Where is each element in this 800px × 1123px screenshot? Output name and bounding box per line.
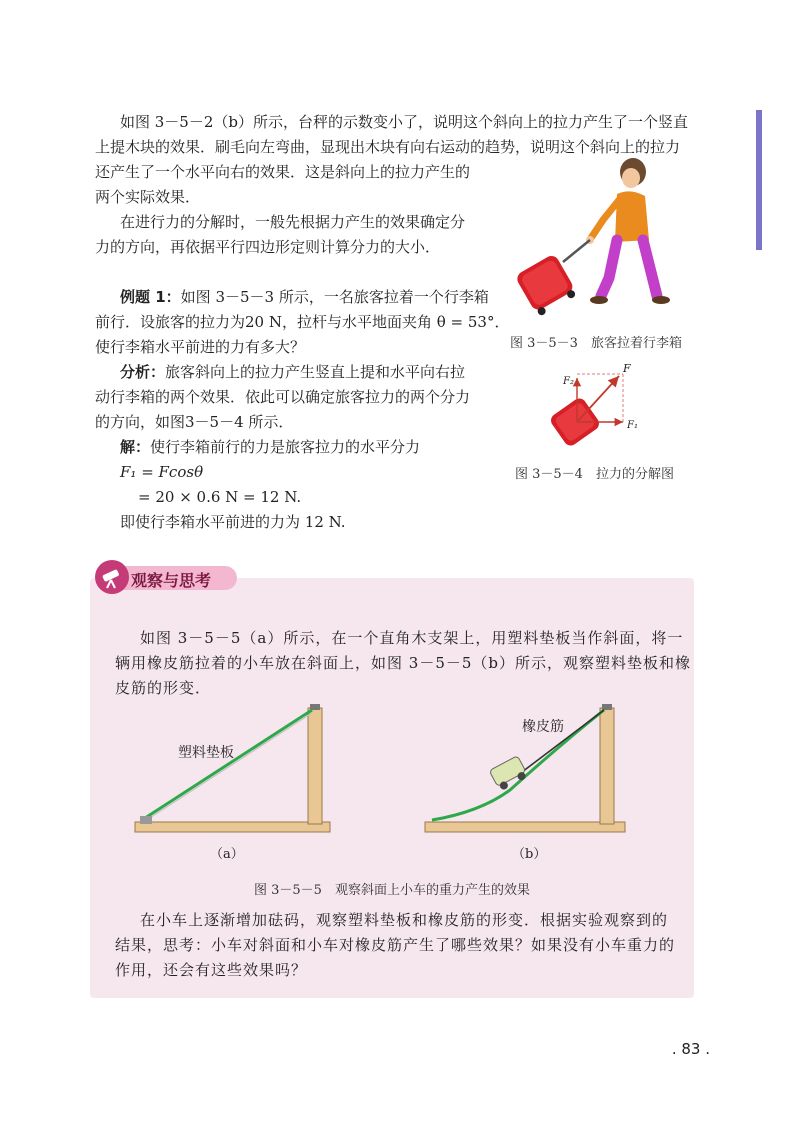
label-F1: F₁ bbox=[627, 420, 638, 431]
label-plastic-board: 塑料垫板 bbox=[178, 745, 234, 761]
traveler-face-icon bbox=[622, 168, 640, 188]
telescope-icon bbox=[95, 560, 129, 594]
traveler-leg-left bbox=[601, 240, 617, 296]
page-number: . 83 . bbox=[671, 1040, 710, 1058]
label-rubber-band: 橡皮筋 bbox=[522, 719, 564, 735]
chapter-side-text bbox=[748, 258, 760, 318]
analysis-text: 旅客斜向上的拉力产生竖直上提和水平向右拉 bbox=[165, 363, 466, 381]
fig-a-tag: （a） bbox=[210, 847, 244, 862]
fig355-caption: 图 3－5－5 观察斜面上小车的重力产生的效果 bbox=[254, 883, 530, 898]
chapter-side-tab bbox=[756, 110, 762, 250]
think-line2: 结果，思考：小车对斜面和小车对橡皮筋产生了哪些效果？如果没有小车重力的 bbox=[115, 936, 676, 954]
para2-line2: 力的方向，再依据平行四边形定则计算分力的大小． bbox=[95, 238, 441, 256]
analysis-label: 分析： bbox=[120, 363, 166, 381]
fig-b-tag: （b） bbox=[512, 847, 547, 862]
toy-car-icon bbox=[489, 756, 529, 792]
fig353-caption: 图 3－5－3 旅客拉着行李箱 bbox=[510, 336, 682, 351]
example-text: 如图 3－5－3 所示，一名旅客拉着一个行李箱 bbox=[180, 288, 489, 306]
obs-line3: 皮筋的形变． bbox=[115, 679, 212, 697]
solution-label: 解： bbox=[120, 438, 151, 456]
figure-force-decomposition bbox=[545, 362, 645, 457]
para1-line3: 还产生了一个水平向右的效果．这是斜向上的拉力产生的 bbox=[95, 163, 471, 181]
observe-think-title: 观察与思考 bbox=[131, 571, 212, 590]
obs-line1: 如图 3－5－5（a）所示，在一个直角木支架上，用塑料垫板当作斜面，将一 bbox=[140, 629, 684, 647]
equation-1: F₁ = Fcosθ bbox=[120, 463, 204, 481]
plastic-board-line bbox=[142, 710, 312, 820]
example-line3: 使行李箱水平前进的力有多大？ bbox=[95, 338, 306, 356]
example-label: 例题 1： bbox=[120, 288, 181, 306]
label-F: F bbox=[623, 362, 631, 375]
think-line1: 在小车上逐渐增加砝码，观察塑料垫板和橡皮筋的形变．根据实验观察到的 bbox=[140, 911, 669, 929]
observe-think-badge bbox=[95, 560, 235, 594]
traveler-leg-right bbox=[643, 240, 657, 296]
conclusion: 即使行李箱水平前进的力为 12 N. bbox=[120, 513, 346, 531]
example-line1 bbox=[120, 285, 489, 310]
fig354-caption: 图 3－5－4 拉力的分解图 bbox=[515, 467, 674, 482]
analysis-line1 bbox=[120, 360, 465, 385]
think-line3: 作用，还会有这些效果吗？ bbox=[115, 961, 308, 979]
para1-line1: 如图 3－5－2（b）所示，台秤的示数变小了，说明这个斜向上的拉力产生了一个竖直 bbox=[120, 113, 689, 131]
force-f-arrow bbox=[577, 376, 619, 422]
analysis-line3: 的方向，如图3－5－4 所示． bbox=[95, 413, 294, 431]
solution-line1 bbox=[120, 435, 420, 460]
obs-line2: 辆用橡皮筋拉着的小车放在斜面上，如图 3－5－5（b）所示，观察塑料垫板和橡 bbox=[115, 654, 692, 672]
analysis-line2: 动行李箱的两个效果．依此可以确定旅客拉力的两个分力 bbox=[95, 388, 471, 406]
equation-2: = 20 × 0.6 N = 12 N. bbox=[138, 488, 302, 506]
label-F2: F₂ bbox=[563, 376, 574, 387]
figure-traveler bbox=[505, 150, 685, 320]
para1-line2: 上提木块的效果．刷毛向左弯曲，显现出木块有向右运动的趋势，说明这个斜向上的拉力 bbox=[95, 138, 681, 156]
para1-line4: 两个实际效果． bbox=[95, 188, 201, 206]
figure-incline-a bbox=[130, 700, 340, 840]
suitcase-icon bbox=[514, 253, 578, 318]
example-line2: 前行．设旅客的拉力为20 N，拉杆与水平地面夹角 θ = 53°． bbox=[95, 313, 510, 331]
para2-line1: 在进行力的分解时，一般先根据力产生的效果确定分 bbox=[120, 213, 466, 231]
solution-text: 使行李箱前行的力是旅客拉力的水平分力 bbox=[150, 438, 421, 456]
